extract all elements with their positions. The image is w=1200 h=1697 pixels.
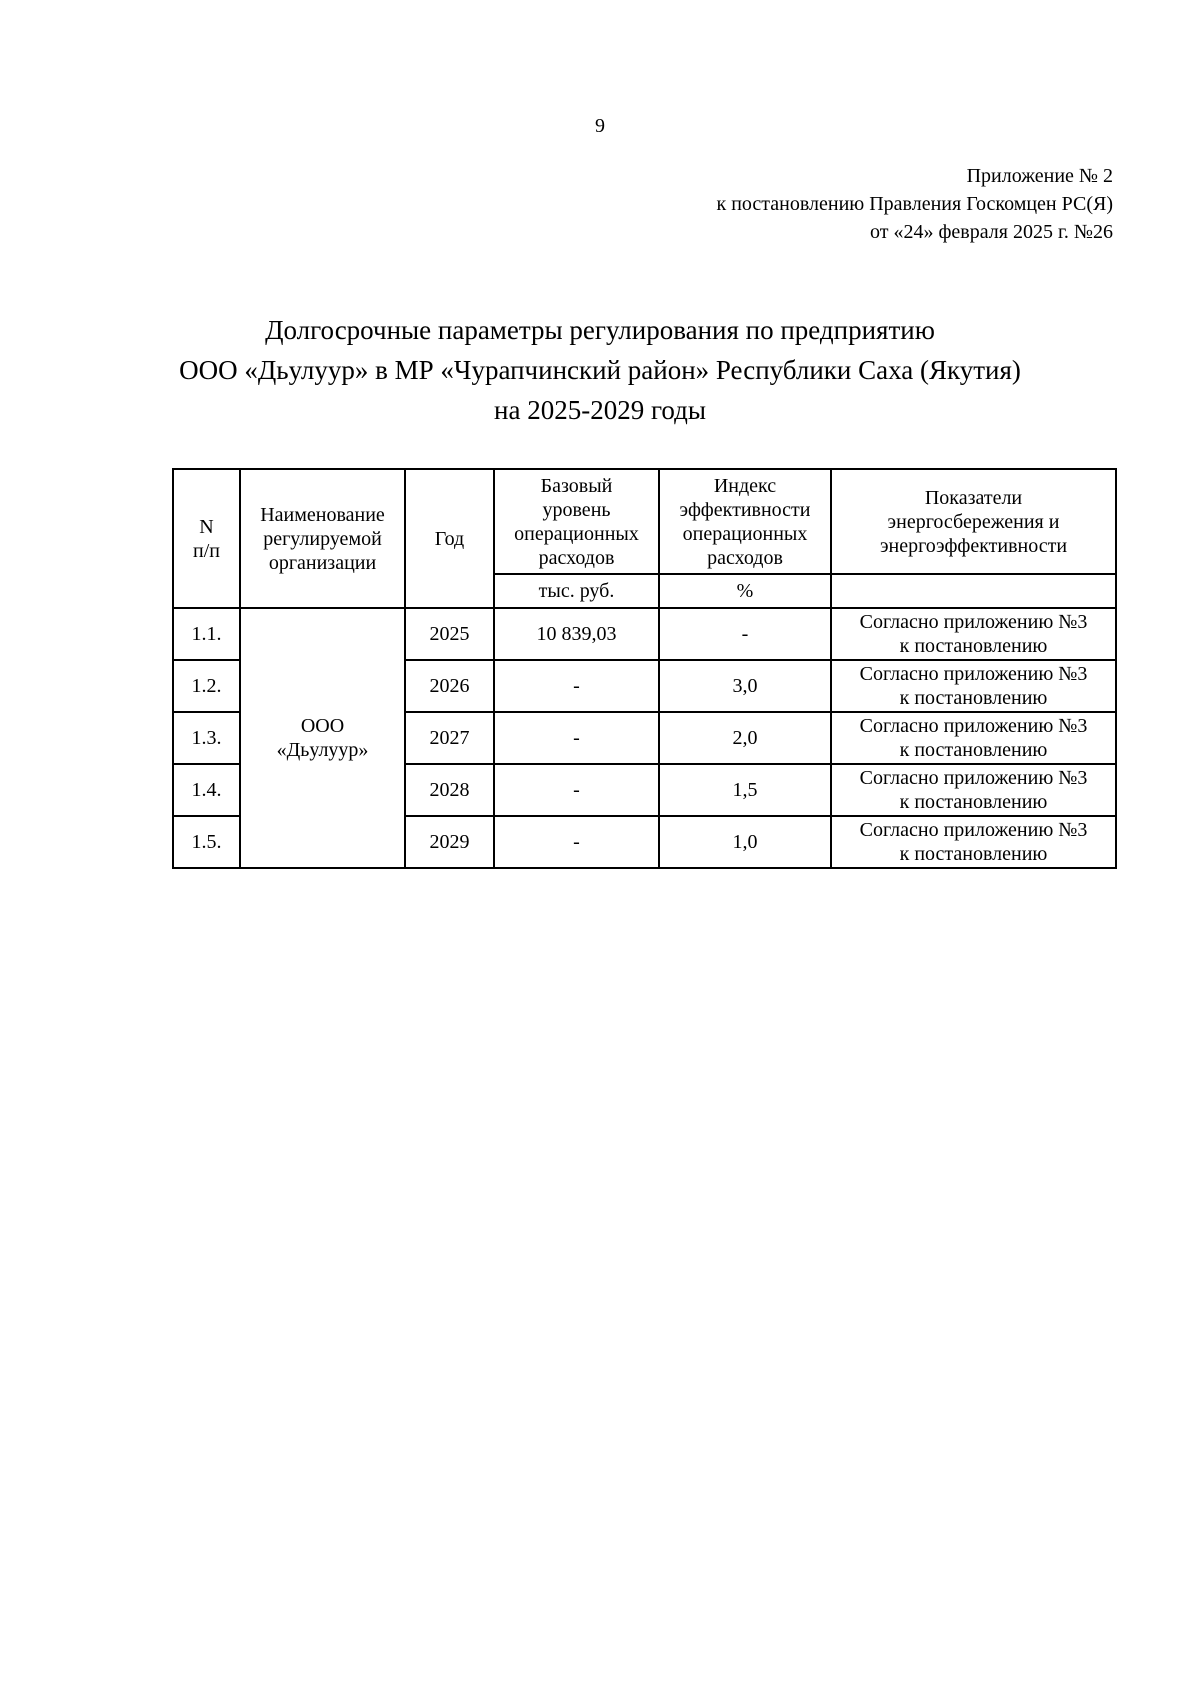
header-energy-indicators: Показатели энергосбережения и энергоэффективности xyxy=(831,469,1116,574)
document-title xyxy=(100,310,1100,430)
title-line: Долгосрочные параметры регулирования по предприятию xyxy=(265,315,935,345)
cell-year: 2025 xyxy=(405,608,494,660)
appendix-line: к постановлению Правления Госкомцен РС(Я) xyxy=(716,193,1113,215)
cell-num: 1.1. xyxy=(173,608,240,660)
cell-base-level: - xyxy=(494,764,659,816)
cell-year: 2027 xyxy=(405,712,494,764)
cell-base-level: - xyxy=(494,816,659,868)
table-row xyxy=(173,608,1116,660)
cell-efficiency-index: - xyxy=(659,608,831,660)
appendix-reference xyxy=(716,162,1113,246)
title-line: на 2025-2029 годы xyxy=(494,395,706,425)
header-year: Год xyxy=(405,469,494,608)
cell-base-level: 10 839,03 xyxy=(494,608,659,660)
cell-energy-note: Согласно приложению №3 к постановлению xyxy=(831,660,1116,712)
cell-year: 2029 xyxy=(405,816,494,868)
cell-year: 2028 xyxy=(405,764,494,816)
unit-energy-indicators xyxy=(831,574,1116,608)
cell-base-level: - xyxy=(494,660,659,712)
cell-energy-note: Согласно приложению №3 к постановлению xyxy=(831,608,1116,660)
cell-energy-note: Согласно приложению №3 к постановлению xyxy=(831,816,1116,868)
cell-num: 1.2. xyxy=(173,660,240,712)
cell-efficiency-index: 2,0 xyxy=(659,712,831,764)
cell-efficiency-index: 3,0 xyxy=(659,660,831,712)
parameters-table xyxy=(172,468,1117,869)
header-num: N п/п xyxy=(173,469,240,608)
table-header-row xyxy=(173,469,1116,574)
appendix-line: от «24» февраля 2025 г. №26 xyxy=(869,221,1113,243)
cell-base-level: - xyxy=(494,712,659,764)
cell-num: 1.5. xyxy=(173,816,240,868)
unit-base-level: тыс. руб. xyxy=(494,574,659,608)
header-organization: Наименование регулируемой организации xyxy=(240,469,405,608)
cell-efficiency-index: 1,5 xyxy=(659,764,831,816)
cell-energy-note: Согласно приложению №3 к постановлению xyxy=(831,712,1116,764)
page-number: 9 xyxy=(595,115,605,137)
cell-year: 2026 xyxy=(405,660,494,712)
cell-num: 1.3. xyxy=(173,712,240,764)
unit-efficiency-index: % xyxy=(659,574,831,608)
cell-efficiency-index: 1,0 xyxy=(659,816,831,868)
appendix-line: Приложение № 2 xyxy=(966,165,1113,187)
cell-energy-note: Согласно приложению №3 к постановлению xyxy=(831,764,1116,816)
cell-num: 1.4. xyxy=(173,764,240,816)
header-efficiency-index: Индекс эффективности операционных расходов xyxy=(659,469,831,574)
cell-organization: ООО «Дьулуур» xyxy=(240,608,405,868)
header-base-level: Базовый уровень операционных расходов xyxy=(494,469,659,574)
title-line: ООО «Дьулуур» в МР «Чурапчинский район» Республики Саха (Якутия) xyxy=(179,355,1021,385)
